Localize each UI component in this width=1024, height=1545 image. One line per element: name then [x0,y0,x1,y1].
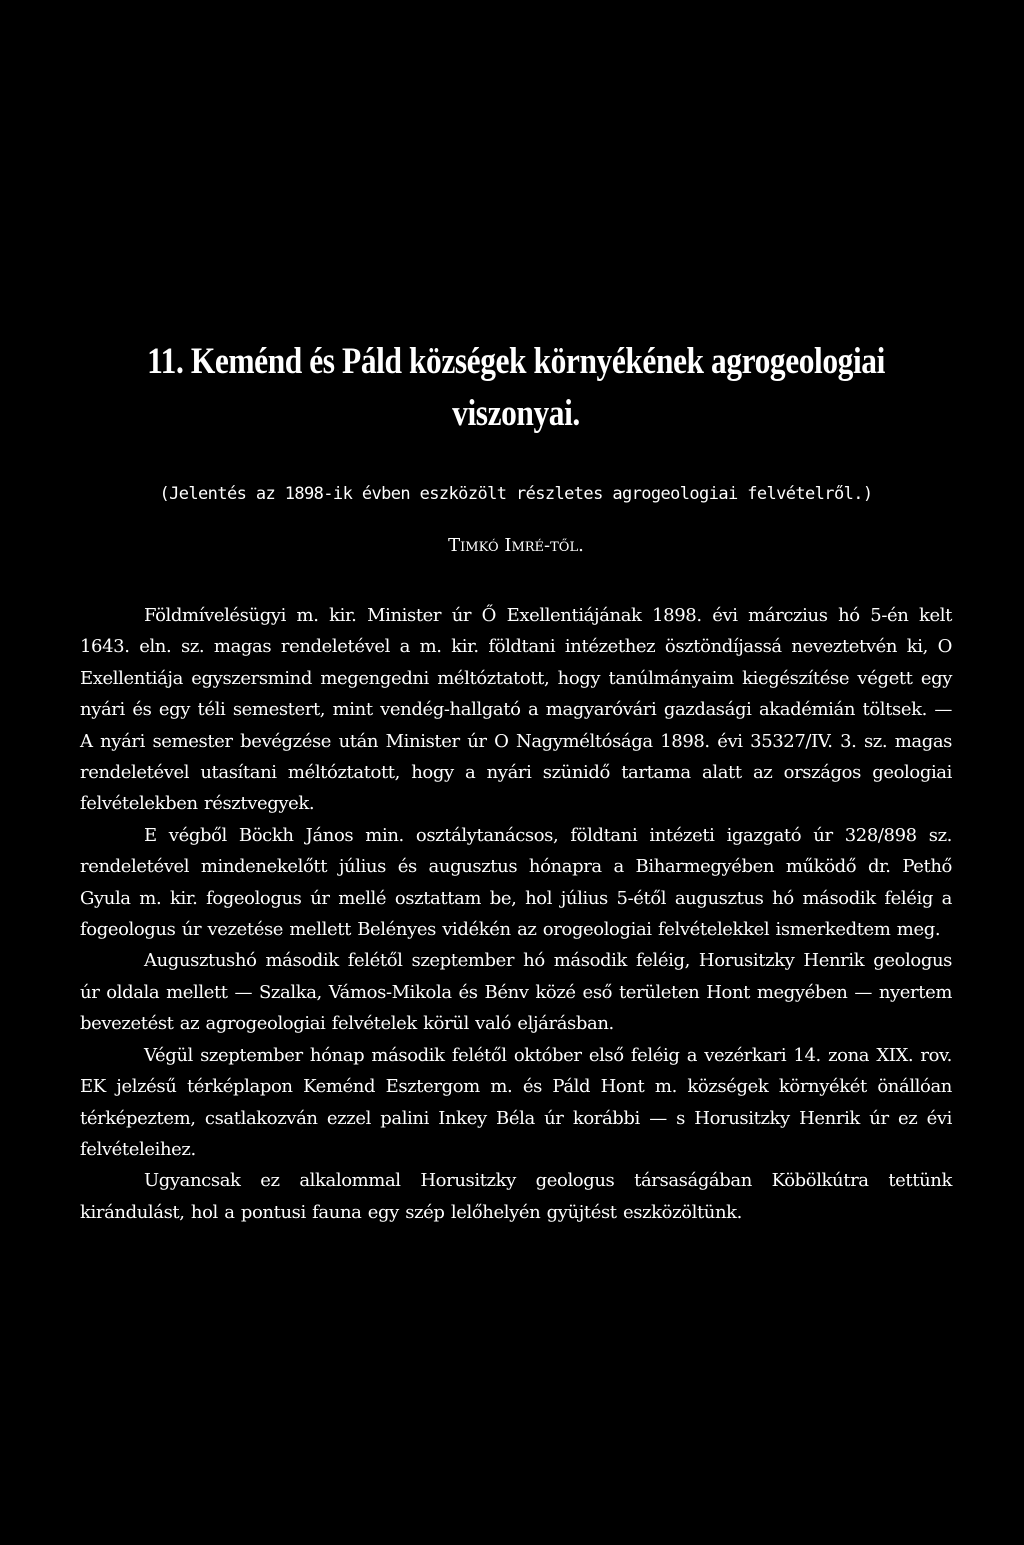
article-title: 11. Keménd és Páld községek környékének agrogeologiai viszonyai. [147,341,885,434]
document-page [80,336,952,1228]
article-body [80,600,952,1228]
author-line: Timkó Imré-től. [448,535,584,556]
article-subtitle: (Jelentés az 1898-ik évben eszközölt részletes agrogeologiai felvételről.) [159,484,873,504]
paragraph-3: Augusztushó második felétől szeptember hó második feléig, Horusitzky Henrik geologus úr oldala mellett — Szalka, Vámos-Mikola és Bénv közé eső területen Hont megyében — nyertem bevezetést az agrogeologiai felvételek körül való eljárásban. [80,950,952,1035]
paragraph-4: Végül szeptember hónap második felétől október első feléig a vezérkari 14. zona XIX. rov. EK jelzésű térképlapon Keménd Esztergom m. és Páld Hont m. községek környékét önállóan térképeztem, csatlakozván ezzel palini Inkey Béla úr korábbi — s Horusitzky Henrik úr ez évi felvételeihez. [80,1044,952,1160]
paragraph-5: Ugyancsak ez alkalommal Horusitzky geologus társaságában Köbölkútra tettünk kirándulást, hol a pontusi fauna egy szép lelőhelyén gyüjtést eszközöltünk. [80,1170,952,1223]
paragraph-1: Földmívelésügyi m. kir. Minister úr Ő Exellentiájának 1898. évi márczius hó 5-én kelt 1643. eln. sz. magas rendeletével a m. kir. földtani intézethez ösztöndíjassá neveztetvén ki, O Exellentiája egyszersmind megengedni méltóztatott, hogy tanúlmányaim kiegészítése végett egy nyári és egy téli semestert, mint vendég-hallgató a magyaróvári gazdasági akadémián töltsek. — A nyári semester bevégzése után Minister úr O Nagyméltósága 1898. évi 35327/IV. 3. sz. magas rendeletével utasítani méltóztatott, hogy a nyári szünidő tartama alatt az országos geologiai felvételekben résztvegyek. [80,605,952,815]
paragraph-2: E végből Böckh János min. osztálytanácsos, földtani intézeti igazgató úr 328/898 sz. rendeletével mindenekelőtt július és augusztus hónapra a Biharmegyében működő dr. Pethő Gyula m. kir. fogeologus úr mellé osztattam be, hol július 5-étől augusztus hó második feléig a fogeologus úr vezetése mellett Belényes vidékén az orogeologiai felvételekkel ismerkedtem meg. [80,824,952,941]
